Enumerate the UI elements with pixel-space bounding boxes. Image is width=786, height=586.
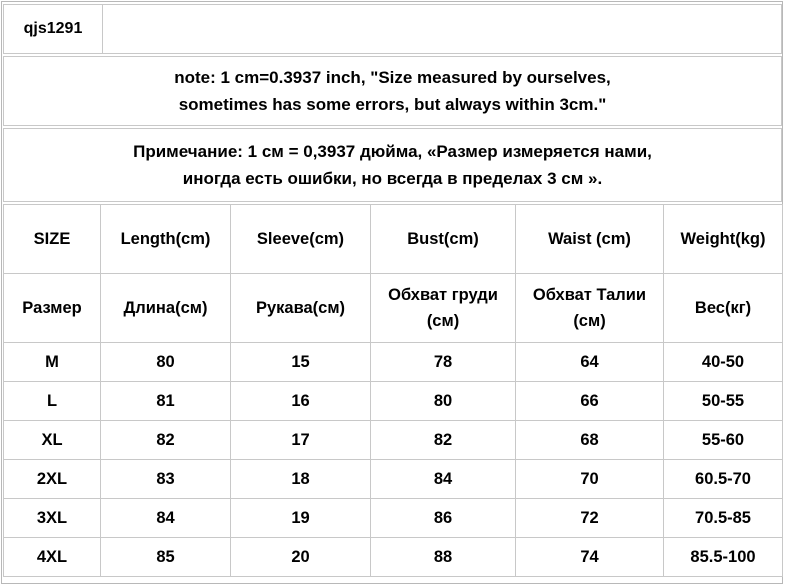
cell-sleeve: 20 — [231, 538, 371, 577]
header-ru-size-text: Размер — [22, 299, 82, 317]
cell-waist: 70 — [516, 460, 664, 499]
header-ru-size — [4, 274, 101, 343]
header-sleeve: Sleeve(cm) — [231, 205, 371, 274]
note-russian-line-1: Примечание: 1 см = 0,3937 дюйма, «Размер измеряется нами, — [133, 142, 652, 161]
header-ru-waist — [516, 274, 664, 343]
cell-sleeve: 15 — [231, 343, 371, 382]
product-code-row — [3, 4, 782, 54]
cell-size: 2XL — [4, 460, 101, 499]
cell-weight: 60.5-70 — [664, 460, 783, 499]
cell-length: 81 — [101, 382, 231, 421]
cell-waist: 64 — [516, 343, 664, 382]
cell-waist: 66 — [516, 382, 664, 421]
header-row-russian — [4, 274, 783, 343]
header-bust: Bust(cm) — [371, 205, 516, 274]
table-row — [4, 421, 783, 460]
cell-bust: 84 — [371, 460, 516, 499]
header-ru-weight — [664, 274, 783, 343]
header-size: SIZE — [4, 205, 101, 274]
header-weight: Weight(kg) — [664, 205, 783, 274]
cell-waist: 72 — [516, 499, 664, 538]
cell-length: 82 — [101, 421, 231, 460]
cell-weight: 50-55 — [664, 382, 783, 421]
cell-bust: 80 — [371, 382, 516, 421]
cell-bust: 78 — [371, 343, 516, 382]
table-row — [4, 499, 783, 538]
cell-waist: 74 — [516, 538, 664, 577]
cell-size: L — [4, 382, 101, 421]
header-ru-length-text: Длина(см) — [123, 299, 208, 317]
cell-weight: 55-60 — [664, 421, 783, 460]
note-russian-line-2: иногда есть ошибки, но всегда в пределах 3 см ». — [182, 169, 603, 188]
cell-length: 85 — [101, 538, 231, 577]
note-english — [3, 56, 782, 126]
cell-length: 83 — [101, 460, 231, 499]
table-row — [4, 343, 783, 382]
cell-sleeve: 19 — [231, 499, 371, 538]
cell-weight: 40-50 — [664, 343, 783, 382]
header-ru-sleeve-text: Рукава(см) — [255, 299, 346, 317]
size-table — [3, 204, 783, 577]
note-english-line-2: sometimes has some errors, but always within 3cm." — [178, 95, 607, 114]
header-ru-length — [101, 274, 231, 343]
table-row — [4, 382, 783, 421]
header-row-english — [4, 205, 783, 274]
cell-length: 80 — [101, 343, 231, 382]
cell-weight: 70.5-85 — [664, 499, 783, 538]
cell-size: 3XL — [4, 499, 101, 538]
cell-length: 84 — [101, 499, 231, 538]
cell-sleeve: 17 — [231, 421, 371, 460]
note-english-line-1: note: 1 cm=0.3937 inch, "Size measured by ourselves, — [174, 68, 611, 87]
cell-size: M — [4, 343, 101, 382]
header-ru-waist-line-1: Обхват Талии — [532, 286, 647, 304]
cell-size: XL — [4, 421, 101, 460]
header-ru-waist-line-2: (см) — [573, 312, 606, 330]
header-ru-bust-line-1: Обхват груди — [388, 286, 498, 304]
header-waist: Waist (cm) — [516, 205, 664, 274]
cell-sleeve: 18 — [231, 460, 371, 499]
cell-size: 4XL — [4, 538, 101, 577]
cell-bust: 86 — [371, 499, 516, 538]
cell-sleeve: 16 — [231, 382, 371, 421]
cell-bust: 82 — [371, 421, 516, 460]
note-russian — [3, 128, 782, 202]
cell-weight: 85.5-100 — [664, 538, 783, 577]
product-code: qjs1291 — [4, 5, 103, 53]
header-ru-weight-text: Вес(кг) — [694, 299, 752, 317]
cell-waist: 68 — [516, 421, 664, 460]
table-row — [4, 538, 783, 577]
header-ru-bust-line-2: (см) — [426, 312, 460, 330]
header-ru-bust — [371, 274, 516, 343]
table-row — [4, 460, 783, 499]
cell-bust: 88 — [371, 538, 516, 577]
header-ru-sleeve — [231, 274, 371, 343]
size-table-body — [4, 205, 783, 577]
header-length: Length(cm) — [101, 205, 231, 274]
